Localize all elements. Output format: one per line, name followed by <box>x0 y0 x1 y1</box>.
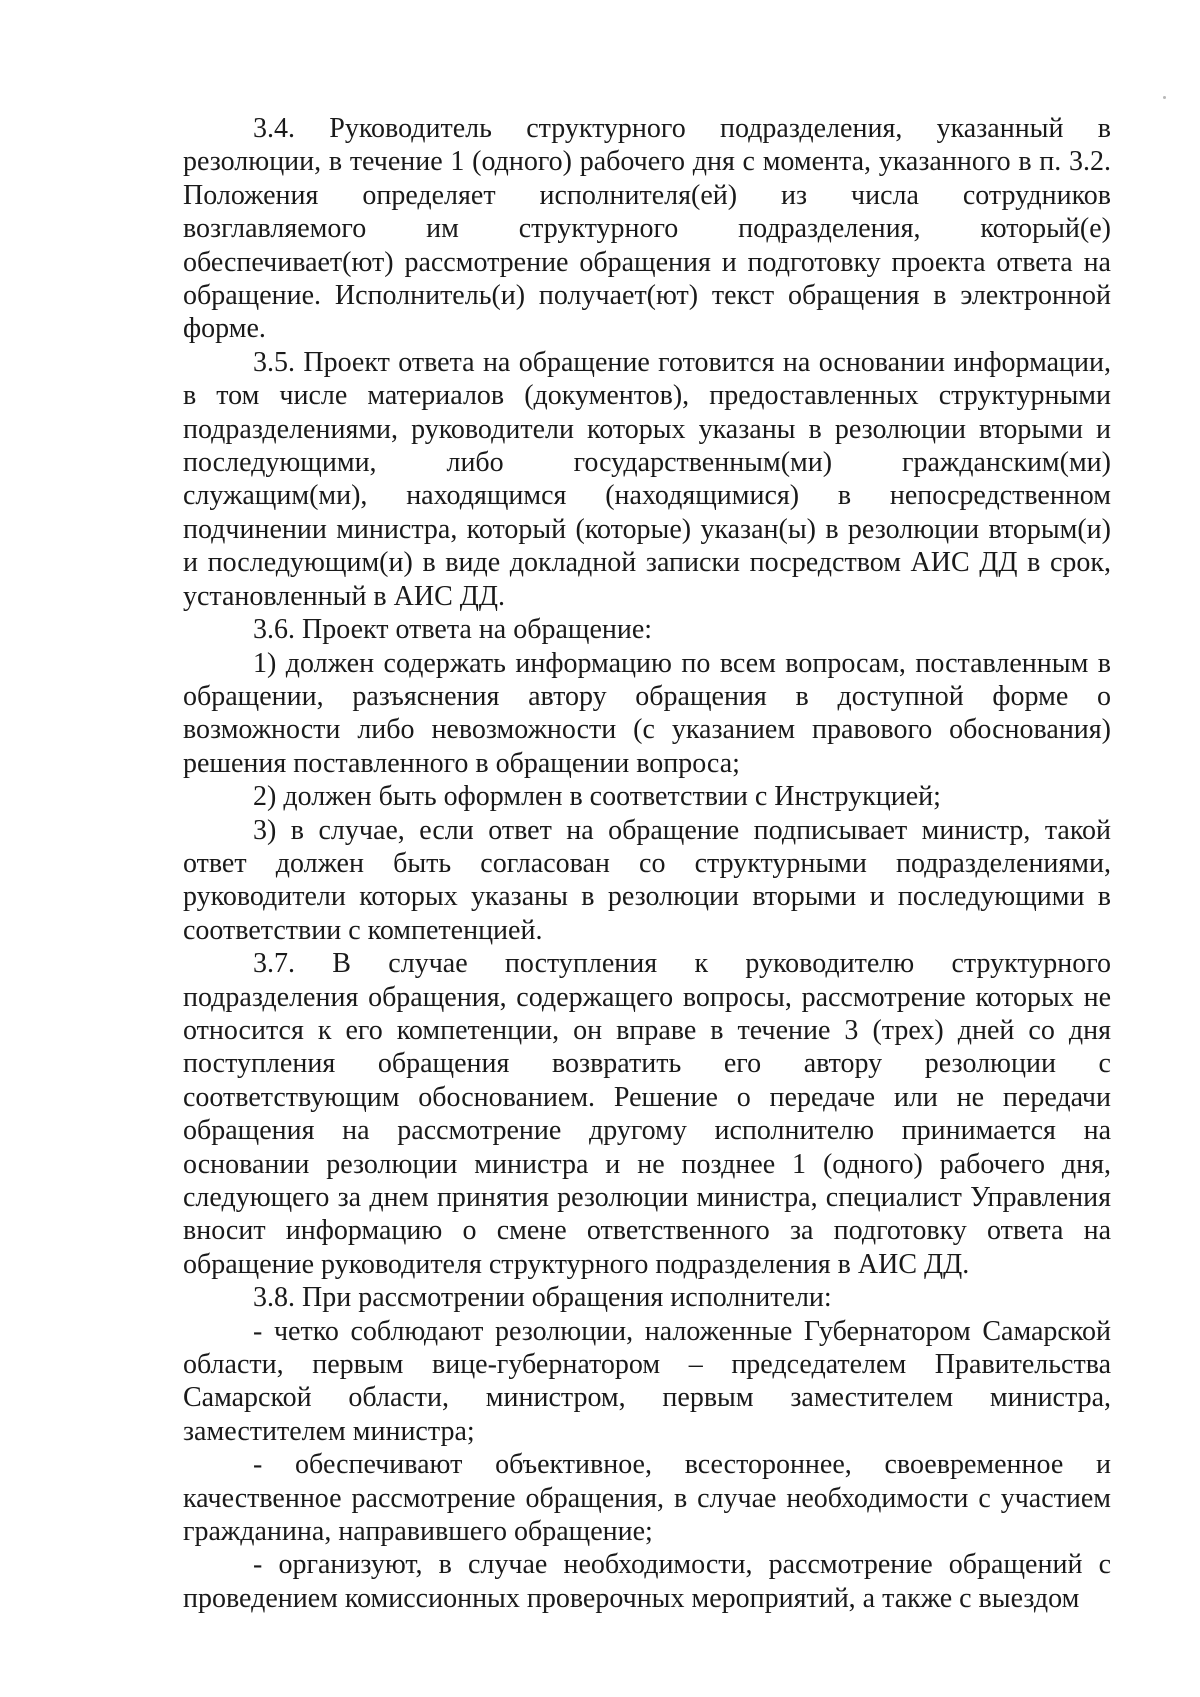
paragraph-3-6: 3.6. Проект ответа на обращение: <box>253 614 653 646</box>
paragraph-3-8: 3.8. При рассмотрении обращения исполнители: <box>253 1282 832 1314</box>
document-body <box>183 112 1111 1615</box>
scan-speck <box>1163 96 1166 99</box>
list-item-2: 2) должен быть оформлен в соответствии с Инструкцией; <box>253 781 941 813</box>
bullet-item-3: - организуют, в случае необходимости, рассмотрение обращений с проведением комиссионных проверочных мероприятий, а также с выездом <box>183 1549 1111 1614</box>
bullet-item-2: - обеспечивают объективное, всестороннее, своевременное и качественное рассмотрение обращения, в случае необходимости с участием гражданина, направившего обращение; <box>183 1449 1111 1548</box>
list-item-1: 1) должен содержать информацию по всем вопросам, поставленным в обращении, разъяснения автору обращения в доступной форме о возможности либо невозможности (с указанием правового обоснования) решения поставленного в обращении вопроса; <box>183 647 1111 779</box>
list-item-3: 3) в случае, если ответ на обращение подписывает министр, такой ответ должен быть согласован со структурными подразделениями, руководители которых указаны в резолюции вторыми и последующими в соответствии с компетенцией. <box>183 814 1111 946</box>
bullet-item-1: - четко соблюдают резолюции, наложенные Губернатором Самарской области, первым вице-губернатором – председателем Правительства Самарской области, министром, первым заместителем министра, заместителем министра; <box>183 1315 1111 1447</box>
paragraph-3-7: 3.7. В случае поступления к руководителю структурного подразделения обращения, содержащего вопросы, рассмотрение которых не относится к его компетенции, он вправе в течение 3 (трех) дней со дня поступления обращения возвратить его автору резолюции с соответствующим обоснованием. Решение о передаче или не передачи обращения на рассмотрение другому исполнителю принимается на основании резолюции министра и не позднее 1 (одного) рабочего дня, следующего за днем принятия резолюции министра, специалист Управления вносит информацию о смене ответственного за подготовку ответа на обращение руководителя структурного подразделения в АИС ДД. <box>183 948 1111 1280</box>
paragraph-3-4: 3.4. Руководитель структурного подразделения, указанный в резолюции, в течение 1 (одного) рабочего дня с момента, указанного в п. 3.2. Положения определяет исполнителя(ей) из числа сотрудников возглавляемого им структурного подразделения, который(е) обеспечивает(ют) рассмотрение обращения и подготовку проекта ответа на обращение. Исполнитель(и) получает(ют) текст обращения в электронной форме. <box>183 113 1111 345</box>
paragraph-3-5: 3.5. Проект ответа на обращение готовится на основании информации, в том числе материалов (документов), предоставленных структурными подразделениями, руководители которых указаны в резолюции вторыми и последующими, либо государственным(ми) гражданским(ми) служащим(ми), находящимся (находящимися) в непосредственном подчинении министра, который (которые) указан(ы) в резолюции вторым(и) и последующим(и) в виде докладной записки посредством АИС ДД в срок, установленный в АИС ДД. <box>183 346 1111 612</box>
